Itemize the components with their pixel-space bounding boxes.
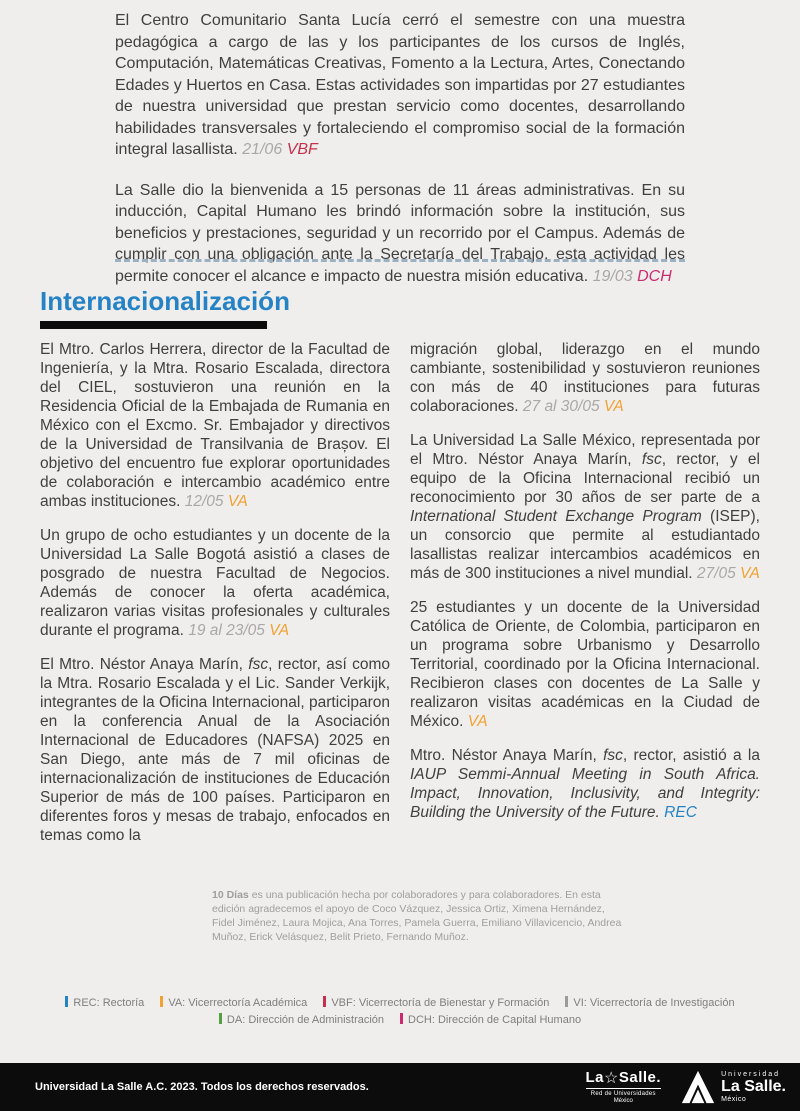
org-tag: DCH — [637, 267, 672, 285]
universidad-lasalle-wordmark: Universidad La Salle. México — [721, 1071, 786, 1103]
credits-note — [212, 888, 624, 944]
paragraph-text: El Mtro. Carlos Herrera, director de la Facultad de Ingeniería, y la Mtra. Rosario Escalada, directora del CIEL, sostuvieron una reunión en la Residencia Oficial de la Embajada de Rumania en México con el Excmo. Sr. Embajador y directivos de la Universidad de Transilvania de Brașov. El objetivo del encuentro fue explorar oportunidades de colaboración e intercambio académico entre ambas instituciones. — [40, 341, 390, 510]
legend-item — [160, 996, 307, 1009]
legend-label: DCH: Dirección de Capital Humano — [408, 1014, 582, 1026]
credits-publication-name: 10 Días — [212, 889, 249, 901]
paragraph-italic-segment: International Student Exchange Program — [410, 508, 702, 525]
footer-bar — [0, 1063, 800, 1111]
lasalle-network-wordmark: La☆Salle. — [585, 1069, 662, 1087]
section-title-underline — [40, 321, 267, 329]
legend-color-marker — [65, 996, 68, 1007]
org-tag: VA — [227, 493, 248, 510]
paragraph-text: migración global, liderazgo en el mundo cambiante, sostenibilidad y sostuvieron reuniones con más de 40 instituciones para futuras colaboraciones. — [410, 341, 760, 415]
legend-color-marker — [565, 996, 568, 1007]
legend-label: VI: Vicerrectoría de Investigación — [573, 997, 735, 1009]
entry-date: 27/05 — [696, 565, 736, 582]
logo-divider-line — [586, 1088, 662, 1089]
paragraph-text: , rector, y el equipo de la Oficina Internacional recibió un reconocimiento por 30 años de ser parte de a — [410, 451, 760, 506]
article-paragraph — [40, 655, 390, 845]
legend-item — [565, 996, 734, 1009]
two-column-body — [40, 340, 760, 860]
section-title: Internacionalización — [40, 286, 290, 316]
paragraph-text: El Mtro. Néstor Anaya Marín, — [40, 656, 249, 673]
org-tag: REC — [664, 804, 697, 821]
universidad-lasalle-logo — [681, 1070, 786, 1104]
paragraph-text: , rector, así como la Mtra. Rosario Escalada y el Lic. Sander Verkijk, integrantes de la Oficina Internacional, participaron en la conferencia Anual de la Asociación Internacional de Educadores (NAFSA) 2025 en San Diego, ante más de 7 mil oficinas de internacionalización de instituciones de Educación Superior de más de 100 países. Participaron en diferentes foros y mesas de trabajo, enfocados en temas como la — [40, 656, 390, 844]
entry-date: 19/03 — [592, 267, 633, 285]
article-paragraph — [40, 340, 390, 511]
legend-item — [400, 1013, 581, 1026]
credits-text: es una publicación hecha por colaboradores y para colaboradores. En esta edición agradecemos el apoyo de Coco Vázquez, Jessica Ortiz, Ximena Hernández, Fidel Jiménez, Laura Mojica, Ana Torres, Pamela Guerra, Emiliano Villavicencio, Andrea Muñoz, Erick Velásquez, Belit Prieto, Fernando Muñoz. — [212, 889, 622, 943]
legend-color-marker — [323, 996, 326, 1007]
legend-row — [0, 1013, 800, 1026]
article-paragraph — [410, 340, 760, 416]
paragraph-text: Mtro. Néstor Anaya Marín, — [410, 747, 604, 764]
article-paragraph — [410, 431, 760, 583]
dashed-divider — [115, 259, 685, 262]
entry-date: 19 al 23/05 — [188, 622, 265, 639]
article-paragraph — [410, 746, 760, 822]
legend-item — [65, 996, 144, 1009]
logo-network-country: México — [613, 1098, 633, 1104]
paragraph-text: , rector, asistió a la — [622, 747, 760, 764]
paragraph-text: (ISEP), un consorcio que permite al estudiantado lasallistas realizar intercambios académicos en más de 300 instituciones a nivel mundial. — [410, 508, 760, 582]
legend-label: REC: Rectoría — [73, 997, 145, 1009]
abbreviation-legend — [0, 996, 800, 1030]
org-tag: VA — [467, 713, 488, 730]
legend-label: DA: Dirección de Administración — [226, 1014, 385, 1026]
legend-color-marker — [400, 1013, 403, 1024]
legend-item — [323, 996, 549, 1009]
paragraph-italic-segment: IAUP Semmi-Annual Meeting in South Africa. Impact, Innovation, Inclusivity, and Integrity: Building the University of the Future. — [410, 766, 760, 821]
paragraph-italic-segment: fsc — [641, 451, 662, 468]
intro-paragraph — [115, 10, 685, 161]
entry-date: 21/06 — [242, 141, 283, 158]
paragraph-text: 25 estudiantes y un docente de la Universidad Católica de Oriente, de Colombia, participaron en un programa sobre Urbanismo y Desarrollo Territorial, coordinado por la Oficina Internacional. Recibieron clases con docentes de La Salle y realizaron visitas académicas en la Ciudad de México. — [410, 599, 760, 730]
org-tag: VA — [740, 565, 760, 582]
lasalle-emblem-icon — [681, 1070, 715, 1104]
lasalle-network-logo — [586, 1070, 662, 1104]
logo-network-subtitle: Red de Universidades — [590, 1091, 656, 1097]
paragraph-italic-segment: fsc — [248, 656, 269, 673]
legend-color-marker — [219, 1013, 222, 1024]
paragraph-text: La Universidad La Salle México, representada por el Mtro. Néstor Anaya Marín, — [410, 432, 760, 468]
org-tag: VBF — [286, 141, 318, 158]
paragraph-italic-segment: fsc — [603, 747, 623, 764]
intro-paragraph — [115, 180, 685, 288]
paragraph-text: El Centro Comunitario Santa Lucía cerró el semestre con una muestra pedagógica a cargo de las y los participantes de los cursos de Inglés, Computación, Matemáticas Creativas, Fomento a la Lectura, Artes, Conectando Edades y Huertos en Casa. Estas actividades son impartidas por 27 estudiantes de nuestra universidad que prestan servicio como docentes, desarrollando habilidades transversales y fortaleciendo el compromiso social de la formación integral lasallista. — [115, 12, 685, 158]
entry-date: 12/05 — [184, 493, 224, 510]
legend-row — [0, 996, 800, 1009]
paragraph-text: Un grupo de ocho estudiantes y un docente de la Universidad La Salle Bogotá asistió a clases de posgrado de nuestra Facultad de Negocios. Además de conocer la oferta académica, realizaron varias visitas profesionales y culturales durante el programa. — [40, 527, 390, 639]
star-icon: ☆ — [604, 1070, 619, 1087]
copyright-text: Universidad La Salle A.C. 2023. Todos los derechos reservados. — [35, 1081, 369, 1093]
entry-date: 27 al 30/05 — [522, 398, 600, 415]
org-tag: VA — [603, 398, 624, 415]
article-paragraph — [410, 598, 760, 731]
left-column — [40, 340, 390, 860]
legend-color-marker — [160, 996, 163, 1007]
paragraph-text: La Salle dio la bienvenida a 15 personas de 11 áreas administrativas. En su inducción, Capital Humano les brindó información sobre la institución, sus beneficios y prestaciones, seguridad y un recorrido por el Campus. Además de cumplir con una obligación ante la Secretaría del Trabajo, esta actividad les permite conocer el alcance e impacto de nuestra misión educativa. — [115, 181, 685, 285]
org-tag: VA — [269, 622, 290, 639]
legend-item — [219, 1013, 384, 1026]
right-column — [410, 340, 760, 860]
article-paragraph — [40, 526, 390, 640]
legend-label: VBF: Vicerrectoría de Bienestar y Formación — [331, 997, 550, 1009]
footer-logos — [586, 1070, 786, 1104]
legend-label: VA: Vicerrectoría Académica — [168, 997, 308, 1009]
